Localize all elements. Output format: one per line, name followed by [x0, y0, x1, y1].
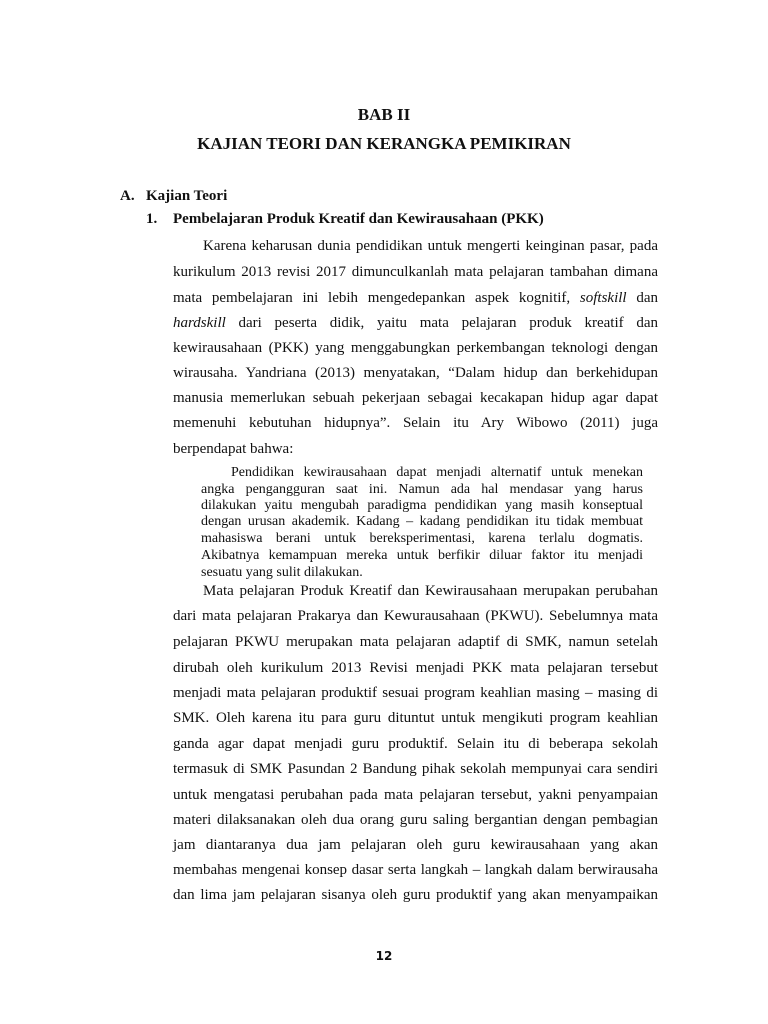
- section-label: Kajian Teori: [146, 188, 228, 204]
- paragraph-line: Karena keharusan dunia pendidikan untuk mengerti keinginan pasar, pada: [203, 238, 658, 254]
- quote-line: dengan urusan akademik. Kadang – kadang pendidikan itu tidak membuat: [201, 514, 643, 529]
- paragraph-line: mata pembelajaran ini lebih mengedepankan aspek kognitif, softskill dan: [173, 290, 658, 306]
- paragraph-line: SMK. Oleh karena itu para guru dituntut untuk mengikuti program keahlian: [173, 710, 658, 726]
- italic-term: hardskill: [173, 315, 226, 331]
- quote-line: Akibatnya kemampuan mereka untuk berfikir diluar faktor itu menjadi: [201, 548, 643, 563]
- paragraph-line: manusia memerlukan sebuah pekerjaan sebagai kecakapan hidup agar dapat: [173, 390, 658, 406]
- paragraph-line: untuk mengatasi perubahan pada mata pelajaran tersebut, yakni penyampaian: [173, 787, 658, 803]
- paragraph-line: berpendapat bahwa:: [173, 441, 294, 457]
- paragraph-line: Mata pelajaran Produk Kreatif dan Kewirausahaan merupakan perubahan: [203, 583, 658, 599]
- paragraph-line: membahas mengenai konsep dasar serta langkah – langkah dalam berwirausaha: [173, 862, 658, 878]
- paragraph-line: kurikulum 2013 revisi 2017 dimunculkanlah mata pelajaran tambahan dimana: [173, 264, 658, 280]
- paragraph-line: dari mata pelajaran Prakarya dan Kewurausahaan (PKWU). Sebelumnya mata: [173, 608, 658, 624]
- paragraph-line: termasuk di SMK Pasundan 2 Bandung pihak sekolah mempunyai cara sendiri: [173, 761, 658, 777]
- paragraph-line: hardskill dari peserta didik, yaitu mata pelajaran produk kreatif dan: [173, 315, 658, 331]
- quote-line: dilakukan yaitu mengubah paradigma pendidikan yang masih konseptual: [201, 498, 643, 513]
- quote-line: angka pengangguran saat ini. Namun ada hal mendasar yang harus: [201, 482, 643, 497]
- paragraph-line: menjadi mata pelajaran produktif sesuai program keahlian masing – masing di: [173, 685, 658, 701]
- section-number: A.: [120, 188, 135, 204]
- quote-line: mahasiswa berani untuk bereksperimentasi, karena terlalu dogmatis.: [201, 531, 643, 546]
- paragraph-line: kewirausahaan (PKK) yang menggabungkan perkembangan teknologi dengan: [173, 340, 658, 356]
- paragraph-line: wirausaha. Yandriana (2013) menyatakan, “Dalam hidup dan berkehidupan: [173, 365, 658, 381]
- italic-term: softskill: [579, 290, 627, 306]
- chapter-heading: BAB II: [357, 105, 411, 124]
- quote-line: sesuatu yang sulit dilakukan.: [201, 565, 363, 580]
- paragraph-line: dan lima jam pelajaran sisanya oleh guru produktif yang akan menyampaikan: [173, 887, 658, 903]
- quote-line: Pendidikan kewirausahaan dapat menjadi alternatif untuk menekan: [231, 465, 643, 480]
- page-number: 12: [375, 949, 393, 963]
- paragraph-line: dirubah oleh kurikulum 2013 Revisi menjadi PKK mata pelajaran tersebut: [173, 660, 658, 676]
- subsection-label: Pembelajaran Produk Kreatif dan Kewirausahaan (PKK): [173, 211, 544, 227]
- paragraph-line: pelajaran PKWU merupakan mata pelajaran adaptif di SMK, namun setelah: [173, 634, 658, 650]
- subsection-number: 1.: [146, 211, 158, 227]
- paragraph-line: ganda agar dapat menjadi guru produktif. Selain itu di beberapa sekolah: [173, 736, 658, 752]
- paragraph-line: memenuhi kebutuhan hidupnya”. Selain itu Ary Wibowo (2011) juga: [173, 415, 658, 431]
- paragraph-line: materi dilaksanakan oleh dua orang guru saling bergantian dengan pembagian: [173, 812, 658, 828]
- paragraph-line: jam diantaranya dua jam pelajaran oleh guru kewirausahaan yang akan: [173, 837, 658, 853]
- chapter-title: KAJIAN TEORI DAN KERANGKA PEMIKIRAN: [197, 134, 571, 153]
